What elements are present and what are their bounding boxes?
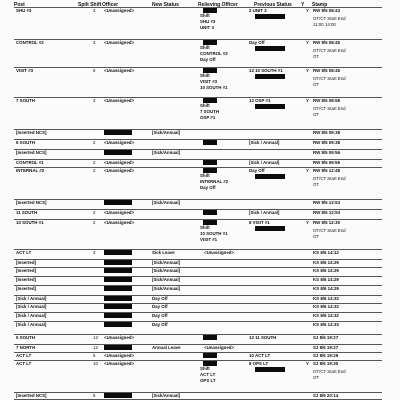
- officer-redaction: [104, 286, 132, 291]
- officer-redaction: [104, 200, 132, 205]
- officer-redaction: [104, 250, 132, 255]
- post-cell: 11 SOUTH: [16, 210, 38, 215]
- stamp-cell: KS 8/6 14:29: [313, 286, 339, 291]
- post-cell: [Sick / Annual]: [16, 322, 47, 327]
- shift-detail-line: UNIT 3: [200, 25, 214, 30]
- new-status-cell: Day Off: [152, 313, 168, 318]
- officer-cell: <Unassigned>: [104, 353, 135, 358]
- previous-status-cell: [Sick / Annual]: [249, 210, 280, 215]
- previous-status-cell: 2 UNIT 3: [249, 8, 267, 13]
- officer-cell: <Unassigned>: [104, 335, 135, 340]
- post-cell: VISIT #3: [16, 68, 34, 73]
- post-cell: 7 SOUTH: [16, 98, 36, 103]
- stamp-cell: RW 8/5 12:30: [313, 220, 341, 225]
- stamp-cell: SJ 8/6 19:27: [313, 345, 339, 350]
- shift-detail-line: Shift: [200, 73, 210, 78]
- officer-redaction: [104, 322, 132, 327]
- stamp-cell: RW 8/5 09:38: [313, 140, 341, 145]
- post-cell: [Inserted NCS]: [16, 200, 47, 205]
- header-previous-status: Previous Status: [254, 2, 292, 8]
- new-status-cell: [Sick/Annual]: [152, 130, 181, 135]
- stamp-cell: KS 8/6 14:12: [313, 250, 339, 255]
- previous-status-cell: 8 VISIT #1: [249, 220, 270, 225]
- previous-officer-redaction: [255, 74, 285, 79]
- officer-cell: <Unassigned>: [104, 160, 135, 165]
- relieving-officer-cell: <Unassigned>: [204, 345, 235, 350]
- post-cell: [Sick / Annual]: [16, 304, 47, 309]
- header-new-status: New Status: [152, 2, 179, 8]
- officer-redaction: [104, 345, 132, 350]
- new-status-cell: [Sick/Annual]: [152, 150, 181, 155]
- officer-cell: <Unassigned>: [104, 140, 135, 145]
- post-cell: [Inserted]: [16, 268, 37, 273]
- new-status-cell: Sick Leave: [152, 250, 175, 255]
- shift-detail-line: OPS LT: [200, 378, 216, 383]
- shift-detail-line: Shift: [200, 225, 210, 230]
- header-extra: Y: [301, 2, 305, 8]
- officer-redaction: [104, 260, 132, 265]
- ot-times: OT: [313, 234, 320, 239]
- previous-officer-redaction: [255, 174, 285, 179]
- previous-status-cell: Day Off: [249, 168, 265, 173]
- post-cell: [Inserted]: [16, 277, 37, 282]
- split-shift-cell: 12: [93, 335, 98, 340]
- new-status-cell: [Sick/Annual]: [152, 200, 181, 205]
- relieving-redaction: [203, 160, 217, 165]
- stamp-cell: RW 8/5 08:45: [313, 40, 341, 45]
- stamp-cell: RW 8/5 08:46: [313, 68, 341, 73]
- ot-times: OT: [313, 182, 320, 187]
- post-cell: [Inserted NCS]: [16, 130, 47, 135]
- split-shift-cell: 2: [93, 210, 96, 215]
- stamp-cell: RW 8/5 12:48: [313, 168, 341, 173]
- extra-flag: Y: [306, 361, 309, 366]
- previous-officer-redaction: [255, 104, 285, 109]
- shift-detail-line: Shift: [200, 45, 210, 50]
- shift-detail-line: 7 SOUTH: [200, 109, 220, 114]
- new-status-cell: Day Off: [152, 322, 168, 327]
- previous-status-cell: 12 10 SOUTH #1: [249, 68, 283, 73]
- post-cell: [Inserted NCS]: [16, 393, 47, 398]
- shift-detail-line: 10 SOUTH #1: [200, 85, 228, 90]
- stamp-cell: KS 8/6 14:32: [313, 313, 339, 318]
- split-shift-cell: 3: [93, 250, 96, 255]
- ot-times: OT: [313, 375, 320, 380]
- post-cell: ACT LT: [16, 250, 32, 255]
- previous-status-cell: 10 ACT LT: [249, 353, 271, 358]
- stamp-cell: KS 8/6 14:29: [313, 277, 339, 282]
- post-cell: CONTROL #1: [16, 160, 44, 165]
- post-cell: [Inserted]: [16, 260, 37, 265]
- officer-redaction: [104, 393, 132, 398]
- post-cell: 7 NORTH: [16, 345, 36, 350]
- split-shift-cell: 2: [93, 168, 96, 173]
- new-status-cell: [Sick/Annual]: [152, 277, 181, 282]
- ot-times: 11:00 14:00: [313, 22, 336, 27]
- previous-status-cell: [Sick / Annual]: [249, 140, 280, 145]
- stamp-cell: RW 8/5 09:38: [313, 130, 341, 135]
- shift-detail-line: CONTROL #2: [200, 51, 228, 56]
- post-cell: [Sick / Annual]: [16, 313, 47, 318]
- extra-flag: Y: [306, 168, 309, 173]
- otict-header: OT/CT Start End: [313, 48, 346, 53]
- relieving-officer-cell: <Unassigned>: [204, 250, 235, 255]
- new-status-cell: [Sick/Annual]: [152, 268, 181, 273]
- stamp-cell: KS 8/6 14:32: [313, 296, 339, 301]
- stamp-cell: RW 8/5 08:58: [313, 98, 341, 103]
- extra-flag: Y: [306, 68, 309, 73]
- split-shift-cell: 12: [93, 345, 98, 350]
- otict-header: OT/CT Start End: [313, 176, 346, 181]
- relieving-redaction: [203, 210, 217, 215]
- ot-times: OT: [313, 112, 320, 117]
- post-cell: 6 SOUTH: [16, 140, 36, 145]
- new-status-cell: Day Off: [152, 296, 168, 301]
- new-status-cell: [Sick/Annual]: [152, 260, 181, 265]
- stamp-cell: RW 8/5 08:43: [313, 8, 341, 13]
- shift-detail-line: Shift: [200, 173, 210, 178]
- post-cell: CONTROL #2: [16, 40, 44, 45]
- otict-header: OT/CT Start End: [313, 228, 346, 233]
- header-officer: Officer: [102, 2, 119, 8]
- shift-detail-line: Shift: [200, 13, 210, 18]
- stamp-cell: RW 8/5 12:53: [313, 200, 341, 205]
- header-stamp: Stamp: [312, 2, 328, 8]
- previous-status-cell: 8 OPS LT: [249, 361, 269, 366]
- officer-cell: <Unassigned>: [104, 98, 135, 103]
- post-cell: ACT LT: [16, 361, 32, 366]
- post-cell: 10 SOUTH #1: [16, 220, 44, 225]
- shift-detail-line: Shift: [200, 366, 210, 371]
- stamp-cell: SJ 8/6 19:29: [313, 353, 339, 358]
- shift-detail-line: OSP #1: [200, 115, 216, 120]
- split-shift-cell: 3: [93, 98, 96, 103]
- post-cell: [Sick / Annual]: [16, 296, 47, 301]
- shift-detail-line: SHU #3: [200, 19, 216, 24]
- otict-header: OT/CT Start End: [313, 106, 346, 111]
- officer-cell: <Unassigned>: [104, 220, 135, 225]
- shift-detail-line: 10 SOUTH #1: [200, 231, 228, 236]
- relieving-redaction: [203, 353, 217, 358]
- shift-detail-line: VISIT #1: [200, 237, 218, 242]
- officer-cell: <Unassigned>: [104, 210, 135, 215]
- post-cell: [Inserted]: [16, 286, 37, 291]
- split-shift-cell: 5: [93, 353, 96, 358]
- previous-status-cell: [Sick / Annual]: [249, 160, 280, 165]
- stamp-cell: RW 8/5 09:56: [313, 150, 341, 155]
- stamp-cell: KS 8/6 14:29: [313, 268, 339, 273]
- officer-cell: <Unassigned>: [104, 8, 135, 13]
- officer-cell: <Unassigned>: [104, 68, 135, 73]
- previous-officer-redaction: [255, 46, 285, 51]
- header-post: Post: [14, 2, 25, 8]
- ot-times: OT: [313, 54, 320, 59]
- shift-detail-line: Day Off: [200, 185, 216, 190]
- new-status-cell: [Sick/Annual]: [152, 393, 181, 398]
- split-shift-cell: 8: [93, 68, 96, 73]
- new-status-cell: Day Off: [152, 304, 168, 309]
- split-shift-cell: 5: [93, 393, 96, 398]
- stamp-cell: RW 8/5 12:53: [313, 210, 341, 215]
- split-shift-cell: 2: [93, 220, 96, 225]
- shift-detail-line: Day Off: [200, 57, 216, 62]
- otict-header: OT/CT Start End: [313, 16, 346, 21]
- shift-detail-line: Shift: [200, 103, 210, 108]
- officer-cell: <Unassigned>: [104, 168, 135, 173]
- extra-flag: Y: [306, 220, 309, 225]
- stamp-cell: KS 8/6 14:32: [313, 304, 339, 309]
- relieving-redaction: [203, 140, 217, 145]
- header-relieving-officer: Relieving Officer: [198, 2, 238, 8]
- previous-officer-redaction: [255, 226, 285, 231]
- new-status-cell: Annual Leave: [152, 345, 181, 350]
- extra-flag: Y: [306, 40, 309, 45]
- officer-redaction: [104, 304, 132, 309]
- new-status-cell: [Sick/Annual]: [152, 286, 181, 291]
- otict-header: OT/CT Start End: [313, 369, 346, 374]
- post-cell: SHU #3: [16, 8, 32, 13]
- split-shift-cell: 10: [93, 361, 98, 366]
- post-cell: ACT LT: [16, 353, 32, 358]
- stamp-cell: SJ 8/6 19:30: [313, 361, 339, 366]
- ot-times: OT: [313, 82, 320, 87]
- otict-header: OT/CT Start End: [313, 76, 346, 81]
- post-cell: INTERNAL #2: [16, 168, 45, 173]
- extra-flag: Y: [306, 98, 309, 103]
- officer-redaction: [104, 150, 132, 155]
- stamp-cell: KS 8/6 14:33: [313, 322, 339, 327]
- previous-officer-redaction: [255, 367, 285, 372]
- officer-cell: <Unassigned>: [104, 361, 135, 366]
- previous-officer-redaction: [255, 14, 285, 19]
- header-split-shift: Split Shift: [78, 2, 102, 8]
- post-cell: [Inserted NCS]: [16, 150, 47, 155]
- relieving-redaction: [203, 335, 217, 340]
- previous-status-cell: Day Off: [249, 40, 265, 45]
- officer-redaction: [104, 296, 132, 301]
- stamp-cell: SJ 8/6 19:27: [313, 335, 339, 340]
- officer-redaction: [104, 268, 132, 273]
- split-shift-cell: 3: [93, 40, 96, 45]
- stamp-cell: SJ 8/6 20:14: [313, 393, 339, 398]
- officer-cell: <Unassigned>: [104, 40, 135, 45]
- split-shift-cell: 2: [93, 160, 96, 165]
- previous-status-cell: 12 11 SOUTH: [249, 335, 277, 340]
- split-shift-cell: 2: [93, 140, 96, 145]
- split-shift-cell: 3: [93, 8, 96, 13]
- extra-flag: Y: [306, 8, 309, 13]
- shift-detail-line: VISIT #3: [200, 79, 218, 84]
- shift-detail-line: ACT LT: [200, 372, 216, 377]
- shift-detail-line: INTERNAL #2: [200, 179, 229, 184]
- stamp-cell: RW 8/5 09:56: [313, 160, 341, 165]
- previous-status-cell: 12 OSP #1: [249, 98, 271, 103]
- officer-redaction: [104, 313, 132, 318]
- officer-redaction: [104, 130, 132, 135]
- stamp-cell: KS 8/6 14:29: [313, 260, 339, 265]
- officer-redaction: [104, 277, 132, 282]
- post-cell: 5 SOUTH: [16, 335, 36, 340]
